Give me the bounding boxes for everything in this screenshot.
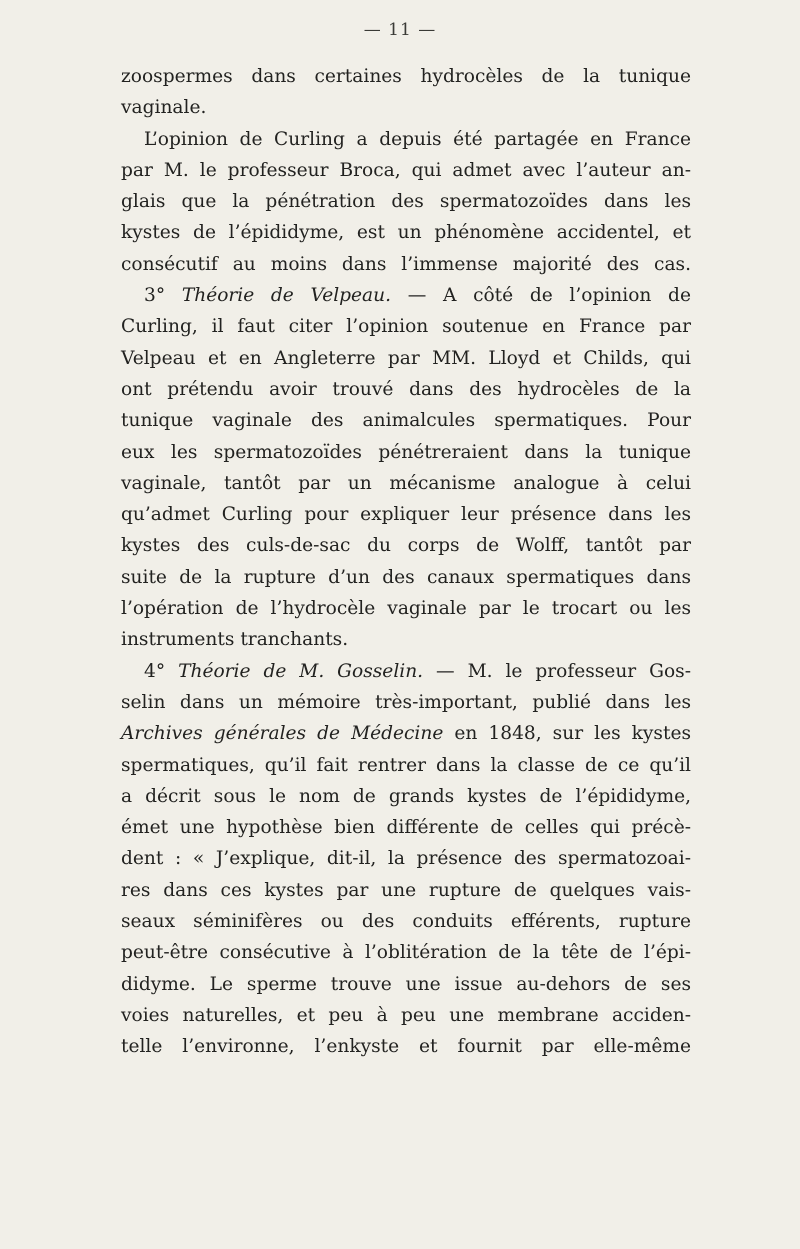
text-line: ont prétendu avoir trouvé dans des hydrocèles de la bbox=[121, 378, 691, 400]
text-line: voies naturelles, et peu à peu une membrane acciden- bbox=[121, 1004, 691, 1026]
text-line: eux les spermatozoïdes pénétreraient dans la tunique bbox=[121, 441, 691, 463]
page-body bbox=[121, 61, 691, 1063]
text-line: vaginale. bbox=[121, 97, 207, 119]
text-line: émet une hypothèse bien différente de celles qui précè- bbox=[121, 817, 691, 839]
text-line: Curling, il faut citer l’opinion soutenue en France par bbox=[121, 316, 691, 338]
text-line: Velpeau et en Angleterre par MM. Lloyd et Childs, qui bbox=[121, 347, 691, 369]
section-number: 3° bbox=[144, 285, 166, 307]
section-heading-line bbox=[121, 280, 691, 311]
text-fragment: — A côté de l’opinion de bbox=[407, 285, 691, 307]
journal-title: Archives générales de Médecine bbox=[121, 723, 444, 745]
section-heading: Théorie de Velpeau. bbox=[181, 285, 392, 307]
text-line bbox=[121, 718, 691, 749]
text-line: a décrit sous le nom de grands kystes de l’épididyme, bbox=[121, 785, 691, 807]
section-heading: Théorie de M. Gosselin. bbox=[178, 660, 424, 682]
text-line: tunique vaginale des animalcules spermatiques. Pour bbox=[121, 410, 691, 432]
text-line: l’opération de l’hydrocèle vaginale par le trocart ou les bbox=[121, 598, 691, 620]
text-line: selin dans un mémoire très-important, publié dans les bbox=[121, 691, 691, 713]
text-fragment: — M. le professeur Gos- bbox=[436, 660, 691, 682]
text-line: dent : « J’explique, dit-il, la présence des spermatozoai- bbox=[121, 848, 691, 870]
text-line: telle l’environne, l’enkyste et fournit par elle-même bbox=[121, 1036, 691, 1058]
text-fragment: en 1848, sur les kystes bbox=[454, 723, 691, 745]
text-line: didyme. Le sperme trouve une issue au-dehors de ses bbox=[121, 973, 691, 995]
section-heading-line bbox=[121, 656, 691, 687]
section-number: 4° bbox=[144, 660, 166, 682]
text-line: qu’admet Curling pour expliquer leur présence dans les bbox=[121, 504, 691, 526]
page-number: — 11 — bbox=[363, 20, 437, 40]
text-line: vaginale, tantôt par un mécanisme analogue à celui bbox=[121, 472, 691, 494]
text-line: res dans ces kystes par une rupture de quelques vais- bbox=[121, 879, 691, 901]
text-line: par M. le professeur Broca, qui admet avec l’auteur an- bbox=[121, 159, 691, 181]
text-line: seaux séminifères ou des conduits efférents, rupture bbox=[121, 911, 691, 933]
text-line: consécutif au moins dans l’immense majorité des cas. bbox=[121, 253, 691, 275]
text-line: zoospermes dans certaines hydrocèles de la tunique bbox=[121, 66, 691, 87]
text-line: suite de la rupture d’un des canaux spermatiques dans bbox=[121, 566, 691, 588]
text-line: instruments tranchants. bbox=[121, 629, 349, 651]
text-line: peut-être consécutive à l’oblitération de la tête de l’épi- bbox=[121, 942, 691, 964]
text-line: glais que la pénétration des spermatozoïdes dans les bbox=[121, 191, 691, 213]
text-line: kystes des culs-de-sac du corps de Wolff, tantôt par bbox=[121, 535, 691, 557]
text-line: L’opinion de Curling a depuis été partagée en France bbox=[144, 128, 691, 150]
text-line: kystes de l’épididyme, est un phénomène accidentel, et bbox=[121, 222, 691, 244]
text-line: spermatiques, qu’il fait rentrer dans la classe de ce qu’il bbox=[121, 754, 691, 776]
